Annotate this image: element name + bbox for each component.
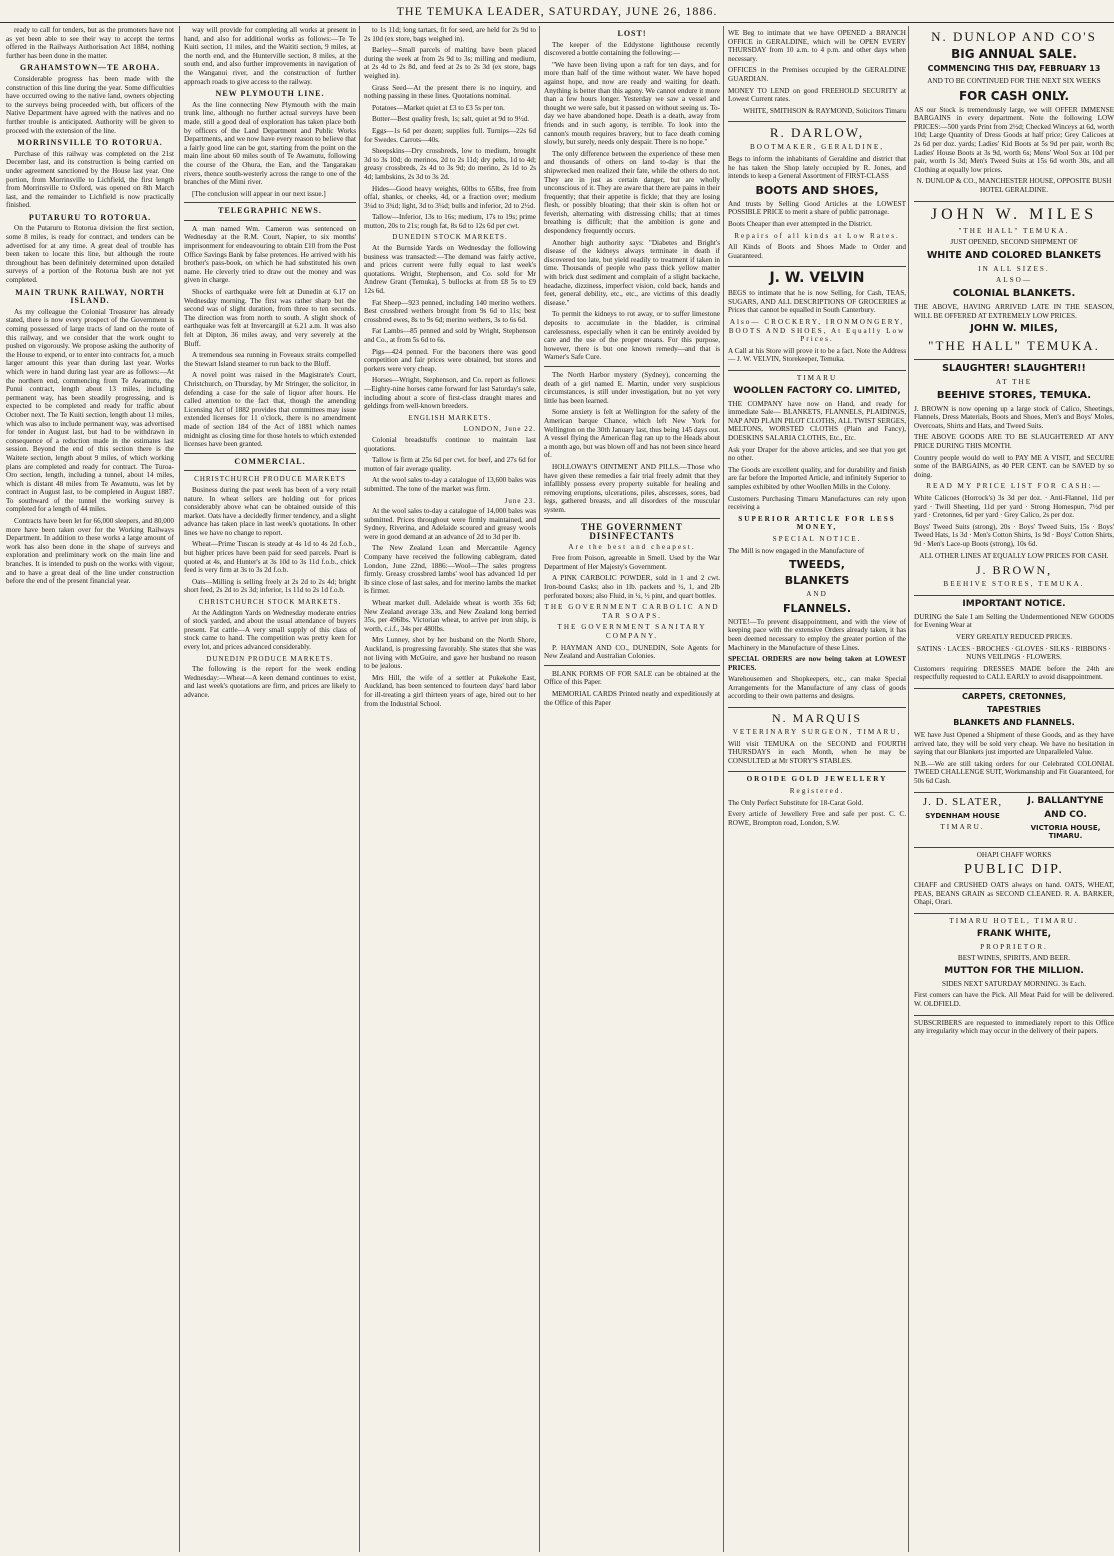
ad-text: SIDES NEXT SATURDAY MORNING. 3s Each.	[941, 979, 1087, 988]
ad-john-miles	[914, 202, 1114, 361]
ad-title: R. DARLOW,	[769, 125, 865, 141]
ad-title: "THE HALL" TEMUKA.	[928, 338, 1100, 354]
ad-text: The Only Perfect Substitute for 18-Carat Gold.	[728, 798, 864, 807]
ad-text: Repairs of all kinds at Low Rates.	[734, 231, 900, 240]
ad-ballantyne	[1017, 796, 1114, 844]
ad-text: Every article of Jewellery Free and safe per post. C. C. ROWE, Brompton road, London, S.W.	[728, 810, 906, 827]
ad-text: Boots Cheaper than ever attempted in the District.	[728, 219, 873, 228]
ad-text: DURING the Sale I am Selling the Undermentioned NEW GOODS for Evening Wear at	[914, 612, 1114, 630]
ad-text: THE GOVERNMENT CARBOLIC AND TAR SOAPS.	[544, 603, 720, 620]
ad-text: MEMORIAL CARDS Printed neatly and expeditiously at the Office of this Paper	[544, 689, 720, 707]
article-paragraph: The North Harbor mystery (Sydney), concerning the death of a girl named E. Martin, under very suspicious circumstances, is still under investigation, but no yet very little has been learned.	[544, 370, 720, 405]
column-3	[359, 26, 540, 1552]
ad-text: A PINK CARBOLIC POWDER, sold in 1 and 2 cwt. Iron-bound Casks; also in 1lb. packets and ½, 1, and 2lb perforated boxes; also Fluid, in ¼, ½ pint, and quart bottles.	[544, 574, 720, 600]
article-paragraph: Considerable progress has been made with the construction of this line during the year. Some difficulties have occurred owing to the native land, owners objecting to the surveys being proceeded with, but officers of the Native Department have agreed with the natives and no further trouble is anticipated. Authority will be given to proceed with the extension of the line.	[6, 74, 174, 135]
ad-title: BEEHIVE STORES, TEMUKA.	[936, 389, 1092, 401]
ad-text: READ MY PRICE LIST FOR CASH:—	[926, 482, 1102, 491]
ad-text: THE ABOVE GOODS ARE TO BE SLAUGHTERED AT ANY PRICE DURING THIS MONTH.	[914, 433, 1114, 451]
article-paragraph: Colonial breadstuffs continue to maintain last quotations.	[364, 435, 536, 453]
article-paragraph: To permit the kidneys to rot away, or to suffer limestone deposits to accumulate in the bladder, is criminal carelessness, especially when it can be entirely avoided by care and the use of the proper means. For this purpose, however, there is but one known remedy—and that is Warner's Safe Cure.	[544, 310, 720, 362]
article-paragraph: Wheat—Prime Tuscan is steady at 4s 1d to 4s 2d f.o.b., but higher prices have been paid for seed parcels. Pearl is quoted at 4s, and Hunter's at 3s 10d to 3s 11d f.o.b., chick feed is very firm at 3s to 3s 2d f.o.b.	[184, 540, 356, 575]
ad-text: Customers Purchasing Timaru Manufactures can rely upon receiving a	[728, 494, 906, 512]
ad-solicitors	[728, 26, 906, 122]
ad-text: AND	[806, 590, 828, 599]
ad-title: JOHN W. MILES,	[970, 323, 1058, 335]
ad-ohapi-chaff-works	[914, 848, 1114, 914]
ad-title: BLANKETS AND FLANNELS.	[953, 717, 1075, 727]
ad-text: WE have Just Opened a Shipment of these Goods, and as they have arrived late, they will be sold very cheap. We have no hesitation in saying that our Blankets just imported are Unparalleled Value.	[914, 730, 1114, 757]
article-paragraph: At the Addington Yards on Wednesday moderate entries of stock yarded, and about the usual attendance of buyers present. Fat cattle—A very small supply of this class of stock came to hand. The competition was pretty keen for every lot, and prices advanced considerably.	[184, 608, 356, 651]
ad-text: THE GOVERNMENT SANITARY COMPANY.	[557, 623, 707, 640]
ad-text: And trusts by Selling Good Articles at the LOWEST POSSIBLE PRICE to merit a share of public patronage.	[728, 199, 906, 217]
ad-text: ALSO—	[996, 276, 1032, 285]
ad-oroide-jewellery	[728, 772, 906, 833]
ad-text: TIMARU	[796, 374, 838, 383]
dateline: LONDON, June 22.	[463, 425, 536, 434]
ad-text: CHAFF and CRUSHED OATS always on hand. OATS, WHEAT, PEAS, BEANS GRAIN as SECOND CLEANED. R. A. BARKER, Ohapi, Orari.	[914, 881, 1114, 907]
ad-title: IMPORTANT NOTICE.	[962, 598, 1066, 609]
ad-slater	[914, 796, 1011, 844]
ad-title: J. W. VELVIN	[769, 270, 865, 287]
ad-text: N.B.—We are still taking orders for our Celebrated COLONIAL TWEED CHALLENGE SUIT, Workmanship and Fit Guaranteed, for 50s 6d Cash.	[914, 759, 1114, 785]
ad-text: BOOTMAKER, GERALDINE,	[749, 143, 885, 152]
article-paragraph: Barley—Small parcels of malting have been placed during the week at from 2s 9d to 3s; milling and medium, at 2s 4d to 2s 8d, and feed at 2s to 2s 3d (ex store, bags weighed in).	[364, 46, 536, 80]
ad-title: J. BROWN,	[975, 563, 1053, 578]
article-paragraph: A novel point was raised in the Magistrate's Court, Christchurch, on Thursday, by Mr Stringer, the solicitor, in defending a case for the sale of liquor after hours. He called attention to the fact that, though the amending Licensing Act of 1882 provides that committees may issue extended licenses for 11 o'clock, there is no amendment made of section 184 of the Act of 1881 which names midnight as closing time for those hotels to which extended licenses have been granted.	[184, 371, 356, 449]
masthead: THE TEMUKA LEADER, SATURDAY, JUNE 26, 1886.	[0, 4, 1114, 23]
ad-text: All Kinds of Boots and Shoes Made to Order and Guaranteed.	[728, 243, 906, 260]
article-paragraph: The New Zealand Loan and Mercantile Agency Company have received the following cablegram, dated London, June 22nd, 1886:—Wool—The sales progress firmly. Greasy crossbred lambs' wool has advanced 1d per lb since close of last sales, and for merino lambs the market is firmer.	[364, 544, 536, 596]
article-paragraph: The only difference between the experience of these men and thousands of others on land to-day is that the shipwrecked men realized their fate, while the others do not. They are in just as certain danger, but are wholly unconscious of it. They are aware that there are pains in their frequently; that their appetite is fickle; that they are losing flesh, or possibly bloating; that their skin is often hot or feverish, alternating with distressing chills; that at times breathing is difficult; that the ambition is gone and despondency frequently occurs.	[544, 149, 720, 236]
ad-text: Free from Poison, agreeable in Smell. Used by the War Department of Her Majesty's Government.	[544, 554, 720, 571]
article-paragraph: As the line connecting New Plymouth with the main trunk line, although no further actual surveys have been made, still a good deal of exploration has taken place both by officers of the Land Department and Public Works Departments, and we now have every reason to believe that a fairly good line can be got, starting from the point on the main line about 60 miles south of Te Awamutu, following the course of the Ohura, the Ean, and the Tangarakau rivers, thence south-westerly across the range to one of the branches of the Mimi river.	[184, 100, 356, 187]
column-1	[6, 26, 178, 1552]
ad-title: BOOTS AND SHOES,	[755, 183, 879, 197]
ad-column-right	[908, 26, 1114, 1552]
ad-text: First comers can have the Pick. All Meat Paid for will be delivered. W. OLDFIELD.	[914, 991, 1114, 1009]
ad-text: ALL OTHER LINES AT EQUALLY LOW PRICES FOR CASH.	[919, 551, 1109, 560]
section-heading: MAIN TRUNK RAILWAY, NORTH ISLAND.	[15, 287, 165, 306]
ad-title: VICTORIA HOUSE, TIMARU.	[1030, 823, 1101, 841]
ad-title: OROIDE GOLD JEWELLERY	[746, 775, 888, 784]
ad-text: JUST OPENED, SECOND SHIPMENT OF	[950, 238, 1078, 247]
ad-text: TIMARU HOTEL, TIMARU.	[949, 917, 1079, 926]
ad-text: Begs to inform the inhabitants of Geraldine and district that he has taken the Shop lately occupied by R. Jones, and intends to keep a General Assortment of FIRST-CLASS	[728, 154, 906, 181]
ad-woollen-factory	[728, 371, 906, 708]
article-paragraph: Pigs—424 penned. For the baconers there was good competition and fair prices were obtained, but stores and porkers were very cheap.	[364, 347, 536, 373]
ad-title: FOR CASH ONLY.	[958, 88, 1070, 103]
article-paragraph: Oats—Milling is selling freely at 2s 2d to 2s 4d; bright short feed, 2s 2d to 2s 3d; inferior, 1s 11d to 2s 1d f.o.b.	[184, 577, 356, 595]
ad-title: N. DUNLOP AND CO'S	[931, 29, 1097, 44]
section-heading: LOST!	[617, 29, 647, 38]
article-paragraph: ready to call for tenders, but as the promoters have not as yet been able to see their way to accept the terms offered in the Railways Authorisation Act 1884, nothing further has been done in the matter.	[6, 26, 174, 60]
article-paragraph: Eggs—1s 6d per dozen; supplies full. Turnips—22s 6d for Swedes. Carrots—40s.	[364, 126, 536, 144]
section-heading: TELEGRAPHIC NEWS.	[218, 206, 322, 216]
ad-slater-ballantyne	[914, 793, 1114, 848]
article-paragraph: Shocks of earthquake were felt at Dunedin at 6.17 on Wednesday morning. The first was rather sharp but the second was of slight duration, from three to ten seconds. The direction was from north to south. A slight shock of earthquake was felt at Invercargill at 6.21 a.m. It was also felt at Dipton, 36 miles away, and very severely at the Bluff.	[184, 288, 356, 348]
article-paragraph: At the wool sales to-day a catalogue of 14,000 bales was submitted. Prices throughout were firmly maintained, and Sydney, Riverina, and Adelaide scoured and greasy wools were in good demand at an advance of 2d to 3d per lb.	[364, 507, 536, 541]
article-paragraph: Fat Sheep—923 penned, including 140 merino wethers. Best crossbred wethers brought from 9s 6d to 11s; best crossbred ewes, 8s to 9s 6d; merino wethers, 3s to 6s 6d.	[364, 298, 536, 324]
subsection-heading: CHRISTCHURCH STOCK MARKETS.	[198, 598, 342, 607]
ad-title: MUTTON FOR THE MILLION.	[944, 965, 1084, 976]
ad-text: MONEY TO LEND on good FREEHOLD SECURITY at Lowest Current rates.	[728, 86, 906, 104]
ad-title: J. BALLANTYNE	[1027, 795, 1104, 806]
ad-text: Are the best and cheapest.	[568, 542, 696, 551]
ad-signature: BEEHIVE STORES, TEMUKA.	[943, 580, 1085, 589]
ad-title: TAPESTRIES	[987, 704, 1041, 714]
price-list: White Calicoes (Horrock's) 3s 3d per doz. · Anti-Flannel, 11d per yard · Twill Sheeting, 11d per yard · Strong Homespun, 7½d per yard · Cretonnes, 6d per yard · Grey Calico, 2s per doz.	[914, 494, 1114, 520]
ad-text: Ask your Draper for the above articles, and see that you get no other.	[728, 445, 906, 463]
ad-text: "THE HALL" TEMUKA.	[958, 226, 1070, 235]
ad-text: OFFICES in the Premises occupied by the GERALDINE GUARDIAN.	[728, 66, 906, 83]
ad-text: A Call at his Store will prove it to be a fact. Note the Address— J. W. VELVIN, Storekeeper, Temuka.	[728, 346, 906, 364]
article-paragraph: At the Burnside Yards on Wednesday the following business was transacted:—The demand was fairly active, and prices current were fully equal to last week's quotations. Wright, Stephenson, and Co. sold for Mr Andrew Grant (Temuka), 5 bullocks at from £8 5s to £9 12s 6d.	[364, 244, 536, 296]
article-paragraph: On the Putaruru to Rotorua division the first section, some 8 miles, is ready for contract, and tenders can be advertised for at any time. A great deal of trouble has been taken to locate this line, but although the route throughout has been definitely determined upon detailed surveys of a portion of the Rotorua bush are not yet completed.	[6, 224, 174, 285]
ad-text: AS our Stock is tremendously large, we will OFFER IMMENSE BARGAINS in every department. Note the following LOW PRICES:—500 yards Print from 2½d; Checked Winceys at 6d, worth 10d; Large Quantity of Dress Goods at half price; Grey Calicoes at 2s 6d per doz. yards; Ladies' Kid Boots at 5s 9d per pair, worth 8s; Ladies' House Boots at 3s 9d, worth 6s; Mens' Wool Sox at 10d per pair, worth 1s 3d; Men's Tweed Suits at 15s 6d worth 30s, and all Clothing at equally low prices.	[914, 105, 1114, 174]
column-2	[179, 26, 360, 1552]
ad-text: SPECIAL ORDERS are now being taken at LOWEST PRICES.	[728, 655, 906, 672]
ad-text: VERY GREATLY REDUCED PRICES.	[955, 632, 1073, 641]
ad-title: CARPETS, CRETONNES,	[961, 691, 1066, 701]
ad-text: AT THE	[995, 378, 1033, 387]
ad-title: J. D. SLATER,	[922, 795, 1003, 808]
subsection-heading: DUNEDIN PRODUCE MARKETS.	[206, 654, 334, 663]
subsection-heading: ENGLISH MARKETS.	[408, 413, 492, 422]
divider	[544, 366, 720, 367]
ad-text: The Mill is now engaged in the Manufacture of	[728, 546, 865, 555]
ad-text: TIMARU.	[940, 823, 985, 832]
ad-title: JOHN W. MILES	[930, 205, 1098, 223]
article-paragraph: A man named Wm. Cameron was sentenced on Wednesday at the R.M. Court, Napier, to six months' imprisonment for endeavouring to obtain £10 from the Post Office Savings Bank by false pretences. He arrived with his brother's pass-book, on which he had substituted his own name. He cleverly tried to draw out the money and was given in charge.	[184, 224, 356, 285]
dateline: June 23.	[504, 496, 536, 505]
ad-title: COLONIAL BLANKETS.	[952, 287, 1076, 299]
article-paragraph: Tallow is firm at 25s 6d per cwt. for beef, and 27s 6d for mutton of fair average quality.	[364, 456, 536, 473]
ad-title: WHITE AND COLORED BLANKETS	[926, 249, 1102, 261]
section-heading: NEW PLYMOUTH LINE.	[215, 89, 325, 99]
ad-title: AND CO.	[1044, 809, 1087, 820]
divider	[184, 470, 356, 471]
article-paragraph: Contracts have been let for 66,000 sleepers, and 80,000 more have been taken over for the Working Railways Department. In addition to these works a large amount of work has also been done in the shape of surveys and exploration and preliminary work on the main line and branches. It is intended to push on the works with vigour, and to have a great deal of the line under construction before the end of the present financial year.	[6, 517, 174, 586]
ad-timaru-hotel	[914, 914, 1114, 1016]
ad-title: SYDENHAM HOUSE	[925, 811, 1000, 820]
ad-text: WE Beg to intimate that we have OPENED a BRANCH OFFICE in GERALDINE, which will be OPEN EVERY THURSDAY from 10 a.m. to 4 p.m. and other days when necessary.	[728, 29, 906, 63]
ad-title: COMMENCING THIS DAY, FEBRUARY 13	[927, 64, 1101, 73]
article-paragraph: Potatoes—Market quiet at £3 to £3 5s per ton.	[372, 103, 505, 112]
ad-text: Also— CROCKERY, IRONMONGERY, BOOTS AND SHOES, At Equally Low Prices.	[728, 318, 906, 344]
article-paragraph: "We have been living upon a raft for ten days, and for more than half of the time without water. We have hoped against hope, and now are ready and waiting for death. Anything is better than this agony. We cannot endure it more than a few hours longer. Yesterday we saw a vessel and thought we were safe, but it passed on without seeing us. To-day we have abandoned hope. Death is a death, away from friends and in such agony, is terrible. To look into the cannon's mouth requires bravery, but to face death coming slowly, but surely, needs only despair. There is no hope."	[544, 60, 720, 147]
article-paragraph: Horses—Wright, Stephenson, and Co. report as follows:—Eighty-nine horses came forward for last Saturday's sale, including about a score of first-class draught mares and geldings from well-known breeders.	[364, 376, 536, 411]
ad-heading: THE GOVERNMENT DISINFECTANTS	[581, 522, 683, 542]
ad-title: PUBLIC DIP.	[964, 862, 1064, 878]
ad-text: THE COMPANY have now on Hand, and ready for immediate Sale— BLANKETS, FLANNELS, PLAIDINGS, NAP AND PLAIN PILOT CLOTHS, ALL TWIST SERGES, MELTONS, WORSTED CLOTHS (Plain and Fancy), DOESKINS SALARIA CLOTHS, Etc., Etc.	[728, 399, 906, 442]
section-heading: MORRINSVILLE TO ROTORUA.	[17, 138, 163, 148]
article-paragraph: Mrs Lunney, shot by her husband on the North Shore, Auckland, is progressing favorably. She states that she was not living with McGuire, and gave her husband no reason to be jealous.	[364, 636, 536, 671]
price-list: Boys' Tweed Suits (strong), 20s · Boys' Tweed Suits, 15s · Boys' Tweed Hats, 1s 3d · Men's Cotton Shirts, 1s 9d · Boys' Cotton Shirts, 9d · Men's Lace-up Boots (strong), 10s 6d.	[914, 522, 1114, 548]
ad-text: VETERINARY SURGEON, TIMARU,	[732, 728, 902, 737]
divider	[544, 665, 720, 666]
ad-text: IN ALL SIZES.	[978, 264, 1050, 273]
subsection-heading: CHRISTCHURCH PRODUCE MARKETS	[194, 475, 346, 484]
article-paragraph: The keeper of the Eddystone lighthouse recently discovered a bottle containing the following:—	[544, 40, 720, 58]
section-heading: COMMERCIAL.	[234, 456, 306, 466]
ad-title: TWEEDS,	[789, 558, 845, 572]
ad-text: NOTE!—To prevent disappointment, and with the view of keeping pace with the extensive Orders already taken, it has been deemed necessary to employ the greater portion of the Machinery in the Manufacture of these Lines.	[728, 617, 906, 652]
ad-text: BLANK FORMS OF FOR SALE can be obtained at the Office of this Paper.	[544, 669, 720, 687]
article-paragraph: Grass Seed—At the present there is no inquiry, and nothing passing in these lines. Quotations nominal.	[364, 83, 536, 101]
ad-title: FRANK WHITE,	[976, 928, 1052, 939]
ad-signature: WHITE, SMITHSON & RAYMOND, Solicitors Timaru	[743, 106, 906, 115]
ad-text: BEST WINES, SPIRITS, AND BEER.	[957, 954, 1071, 963]
article-paragraph: Purchase of this railway was completed on the 21st December last, and its construction is being carried on under agreement sanctioned by the House last year. One portion, from Morrinsville to Lichfield, the first length from Morrinsville to Oxford, was opened on 8th March last, and the remainder to Lichfield is now practically finished.	[6, 149, 174, 210]
article-paragraph: Business during the past week has been of a very retail nature. In wheat sellers are holding out for prices considerably above what can be obtained outside of this market. Oats have a decidedly firmer tendency, and a slight advance has taken place in last week's quotations. In other lines we have no change to report.	[184, 485, 356, 537]
ad-text: SUPERIOR ARTICLE FOR LESS MONEY,	[738, 514, 896, 532]
ad-important-notice	[914, 596, 1114, 689]
article-paragraph: HOLLOWAY'S OINTMENT AND PILLS.—Those who have given these remedies a fair trial freely admit that they infallibly possess every property suitable for healing and removing eruptions, ulcerations, piles, abscesses, sores, bad legs, gathered breasts, and all disorders of the muscular system.	[544, 462, 720, 514]
article-paragraph: Butter—Best quality fresh, 1s; salt, quiet at 9d to 9½d.	[372, 115, 530, 124]
ad-title: FLANNELS.	[782, 601, 852, 615]
ad-dunlop	[914, 26, 1114, 202]
section-heading: GRAHAMSTOWN—TE AROHA.	[20, 63, 160, 73]
ad-text: SATINS · LACES · BROCHES · GLOVES · SILKS · RIBBONS · NUNS VEILINGS · FLOWERS.	[917, 644, 1111, 662]
ad-title: WOOLLEN FACTORY CO. LIMITED,	[733, 385, 901, 396]
ad-text: Customers requiring DRESSES MADE before the 24th are respectfully requested to CALL EARLY to avoid disappointment.	[914, 664, 1114, 682]
article-paragraph: Another high authority says: "Diabetes and Bright's disease of the kidneys always terminate in death if discovered too late, but yield readily to treatment if taken in time. Thousands of people who pass thick yellow matter with brick dust sediment and complain of a slight backache, headache, dizziness, imperfect vision, cold back, hands and feet, general debility, etc., etc., are victims of this deadly disease."	[544, 238, 720, 307]
article-paragraph: Some anxiety is felt at Wellington for the safety of the American barque Chance, which left New York for Wellington on the 30th January last, thus being 145 days out. A vessel flying the American flag ran up to the Heads about a month ago, but was blown off and has not been since heard of.	[544, 408, 720, 460]
article-paragraph: to 1s 11d; long tartars, fit for seed, are held for 2s 9d to 2s 10d (ex store, bags weighed in).	[364, 26, 536, 43]
article-paragraph: At the wool sales to-day a catalogue of 13,600 bales was submitted. The tone of the market was firm.	[364, 476, 536, 493]
ad-darlow-bootmaker	[728, 122, 906, 267]
article-paragraph: Tallow—Inferior, 13s to 16s; medium, 17s to 19s; prime mutton, 20s to 21s; rough fat, 8s 6d to 12s 6d per cwt.	[364, 213, 536, 230]
ad-column-left	[723, 26, 910, 1552]
ad-velvin	[728, 267, 906, 371]
article-paragraph: way will provide for completing all works at present in hand, and also for additional works as follows:—Te Te Kuiti section, 11 miles, and the Waititi section, 9 miles, at the north end, and the Hunterville section, 8 miles, at the south end, and also further improvements in navigation of the Wanganui river, and the construction of further approach roads to give access to the railway.	[184, 26, 356, 86]
divider	[184, 220, 356, 221]
divider	[184, 202, 356, 203]
article-paragraph: [The conclusion will appear in our next issue.]	[192, 189, 326, 198]
article-paragraph: Sheepskins—Dry crossbreds, low to medium, brought 3d to 3s 10d; do merinos, 2d to 2s 11d; dry pelts, 1d to 4d; greasy crossbreds, 2s 4d to 3s 9d; do merino, 2s 1d to 2s 4d; lambskins, 2s 3d to 3s 2d.	[364, 147, 536, 181]
ad-text: AND TO BE CONTINUED FOR THE NEXT SIX WEEKS	[927, 77, 1101, 85]
article-paragraph: The following is the report for the week ending Wednesday:—Wheat—A keen demand continues to exist, and last week's quotations are firm, and prices are likely to advance.	[184, 665, 356, 699]
ad-text: J. BROWN is now opening up a large stock of Calico, Sheetings, Flannels, Dress Materials, Boots and Shoes, Men's and Boys' Moles, Overcoats, Shirts and Hats, and Tweed Suits.	[914, 404, 1114, 430]
ad-text: Registered.	[789, 787, 845, 796]
article-paragraph: Fat Lambs—85 penned and sold by Wright, Stephenson and Co., at from 5s 6d to 6s.	[364, 327, 536, 344]
article-paragraph: Mrs Hill, the wife of a settler at Pukekohe East, Auckland, has been sentenced to fourteen days' hard labor for ill-treating a girl thirteen years of age, hired out to her from the Industrial School.	[364, 673, 536, 708]
ad-title: N. MARQUIS	[771, 711, 862, 726]
ad-text: THE ABOVE, HAVING ARRIVED LATE IN THE SEASON, WILL BE OFFERED AT EXTREMELY LOW PRICES.	[914, 302, 1114, 320]
ad-title: BIG ANNUAL SALE.	[951, 47, 1077, 61]
divider	[184, 453, 356, 454]
ad-marquis-veterinary	[728, 708, 906, 772]
ad-carpets	[914, 689, 1114, 793]
ad-text: Will visit TEMUKA on the SECOND and FOURTH THURSDAYS in each Month, when he may be CONSULTED at Mr STORY'S STABLES.	[728, 739, 906, 765]
ad-title: SLAUGHTER! SLAUGHTER!!	[942, 363, 1086, 375]
subsection-heading: DUNEDIN STOCK MARKETS.	[392, 233, 508, 242]
article-paragraph: As my colleague the Colonial Treasurer has already stated, there is now every prospect of the Government is coming possessed of large tracts of land on the route of this railway, and we consider that the work ought to pushed on vigorously. We propose asking the authority of the House to expend, or to enter into contracts for, a much larger amount this year than during last year. Works which were in hand during last year are as follows:—At the northern end, commencing from Te Awamutu, the Punui contract, length about 13 miles, including permanent way, has been steadily progressing, and is expected to be completed and ready for traffic about October next. The Te Kuiti section, length about 11 miles, which was also to include permanent way, was advertised for tender in August last, but had to be withdrawn in consequence of a reduction made in the estimates last session. Beyond the end of this section there is the Waitete section, length about 9 miles, of which working plans are completed and ready for contract. The Turoa-Oro section, length, including a tunnel, about 14 miles, which is distant 48 miles from Te Awamutu, was let by contract in August last, to be completed in August 1887. To southward of the tunnel the working survey is completed for a length of 44 miles.	[6, 307, 174, 514]
ad-text: Country people would do well to PAY ME A VISIT, and SECURE some of the BARGAINS, as 40 PER CENT. can be SAVED by so doing.	[914, 453, 1114, 479]
ad-text: BEGS to intimate that he is now Selling, for Cash, TEAS, SUGARS, AND ALL DESCRIPTIONS OF GROCERIES at Prices that cannot be equalled in South Canterbury.	[728, 289, 906, 315]
ad-beehive-stores	[914, 360, 1114, 596]
ad-text: OHAPI CHAFF WORKS	[976, 850, 1052, 859]
column-4	[539, 26, 724, 1552]
ad-title: BLANKETS	[784, 574, 850, 588]
ad-text: PROPRIETOR.	[980, 942, 1048, 951]
ad-text: Warehousemen and Shopkeepers, etc., can make Special Arrangements for the Manufacture of any class of goods according to their own patterns and designs.	[728, 675, 906, 701]
ad-text: P. HAYMAN AND CO., DUNEDIN, Sole Agents for New Zealand and Australian Colonies.	[544, 643, 720, 661]
article-paragraph: Wheat market dull. Adelaide wheat is worth 35s 6d; New Zealand average 33s, and New Zealand long berried 35s, per 496lbs. Victorian wheat, to arrive per iron ship, is worth, c.i.f., 34s per 480lbs.	[364, 599, 536, 633]
article-paragraph: Hides—Good heavy weights, 60lbs to 65lbs, free from offal, shanks, or cheeks, 4d, or a fraction over; medium 3¼d to 3¾d; light, 3d to 3¼d; bulls and inferior, 2d to 2½d.	[364, 184, 536, 210]
ad-text: The Goods are excellent quality, and for durability and finish are far before the Imported Article, and infinitely Superior to samples exhibited by other Woollen Mills in the Colony.	[728, 465, 906, 491]
divider	[544, 518, 720, 519]
ad-text: SPECIAL NOTICE.	[772, 534, 862, 543]
section-heading: PUTARURU TO ROTORUA.	[28, 212, 152, 222]
article-paragraph: A tremendous sea running in Foveaux straits compelled the Stewart Island steamer to run back to the Bluff.	[184, 351, 356, 368]
ad-signature: N. DUNLOP & CO., MANCHESTER HOUSE, OPPOSITE BUSH HOTEL GERALDINE.	[916, 177, 1112, 194]
ad-subscribers-notice	[914, 1016, 1114, 1042]
ad-text: SUBSCRIBERS are requested to immediately report to this Office any irregularity which may occur in the delivery of their papers.	[914, 1018, 1114, 1036]
